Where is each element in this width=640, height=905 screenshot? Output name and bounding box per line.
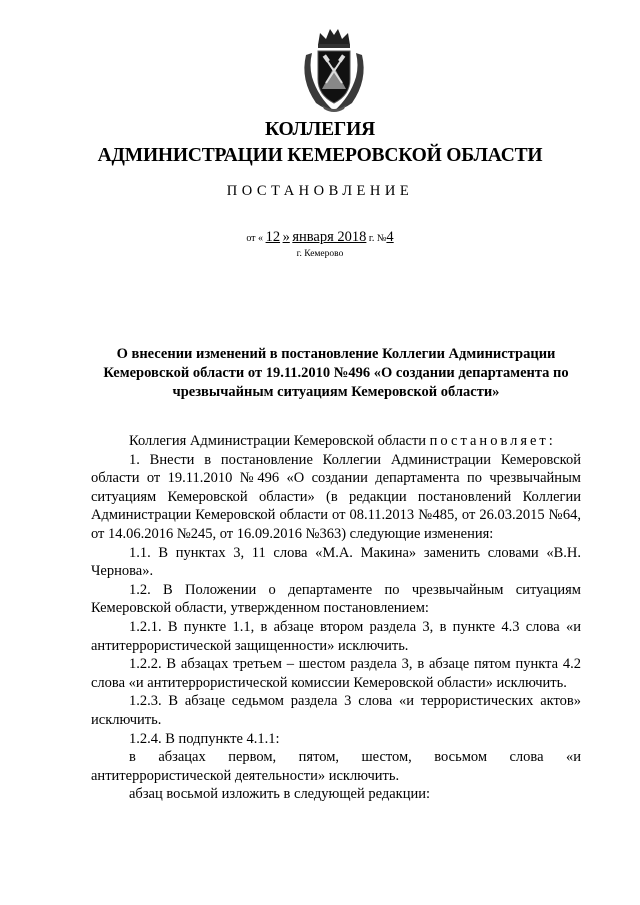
date-prefix: от « bbox=[246, 233, 264, 244]
document-city: г. Кемерово bbox=[296, 249, 344, 259]
intro-paragraph bbox=[91, 432, 581, 451]
coat-of-arms-emblem bbox=[296, 25, 372, 113]
body-paragraph-1-2-1: 1.2.1. В пункте 1.1, в абзаце втором раздела 3, в пункте 4.3 слова «и антитеррористической защищенности» исключить. bbox=[91, 618, 581, 654]
document-type: ПОСТАНОВЛЕНИЕ bbox=[226, 183, 414, 199]
date-year-suffix: г. bbox=[368, 233, 375, 244]
intro-resolves: постановляет: bbox=[429, 433, 556, 449]
body-paragraph-1-2-4: 1.2.4. В подпункте 4.1.1: bbox=[129, 730, 280, 747]
document-body bbox=[91, 432, 581, 804]
document-number: 4 bbox=[386, 229, 394, 245]
date-day: 12 bbox=[265, 229, 281, 245]
body-paragraph-1: 1. Внести в постановление Коллегии Администрации Кемеровской области от 19.11.2010 №496 «О создании департамента по чрезвычайным ситуациям Кемеровской области» (в редакции постановлений Коллегии Администрации Кемеровской области от 08.11.2013 №485, от 26.03.2015 №64, от 14.06.2016 №245, от 16.09.2016 №363) следующие изменения: bbox=[91, 451, 581, 542]
date-month-year: января 2018 bbox=[292, 229, 367, 245]
organization-title-line1: КОЛЛЕГИЯ bbox=[265, 119, 375, 140]
body-paragraph-abzac-2: абзац восьмой изложить в следующей редакции: bbox=[129, 786, 431, 803]
date-mid: » bbox=[282, 229, 290, 245]
body-paragraph-1-2-2: 1.2.2. В абзацах третьем – шестом раздела 3, в абзаце пятом пункта 4.2 слова «и антитеррористической комиссии Кемеровской области» исключить. bbox=[91, 656, 581, 691]
body-paragraph-abzac-1: в абзацах первом, пятом, шестом, восьмом слова «и антитеррористической деятельности» исключить. bbox=[91, 749, 581, 784]
organization-title-line2: АДМИНИСТРАЦИИ КЕМЕРОВСКОЙ ОБЛАСТИ bbox=[97, 145, 543, 166]
document-subject: О внесении изменений в постановление Коллегии Администрации Кемеровской области от 19.11.2010 №496 «О создании департамента по чрезвычайным ситуациям Кемеровской области» bbox=[103, 346, 569, 400]
body-paragraph-1-2: 1.2. В Положении о департаменте по чрезвычайным ситуациям Кемеровской области, утвержденном постановлением: bbox=[91, 581, 581, 617]
document-date-line bbox=[0, 229, 640, 246]
body-paragraph-1-1: 1.1. В пунктах 3, 11 слова «М.А. Макина» заменить словами «В.Н. Чернова». bbox=[91, 544, 581, 580]
body-paragraph-1-2-3: 1.2.3. В абзаце седьмом раздела 3 слова «и террористических актов» исключить. bbox=[91, 693, 581, 728]
intro-text: Коллегия Администрации Кемеровской области bbox=[129, 433, 427, 449]
number-label: № bbox=[376, 233, 387, 244]
